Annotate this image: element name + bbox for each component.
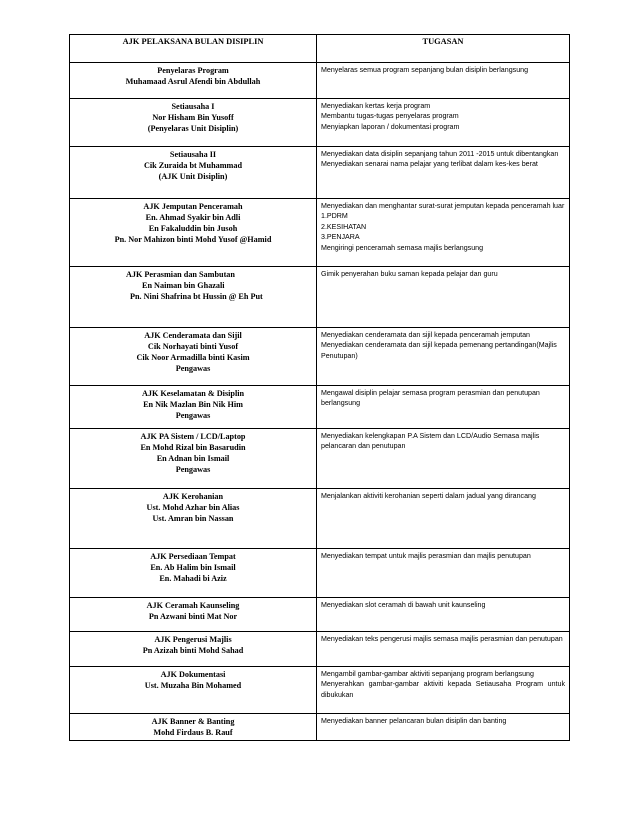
duty-text: Menyediakan dan menghantar surat-surat jemputan kepada penceramah luar — [321, 202, 565, 210]
committee-role: AJK Banner & Banting — [151, 717, 235, 726]
duty-cell — [317, 489, 570, 549]
duty-cell — [317, 667, 570, 714]
committee-member: Pengawas — [175, 465, 211, 474]
committee-role: AJK Dokumentasi — [160, 670, 226, 679]
committee-role: AJK Ceramah Kaunseling — [146, 601, 240, 610]
duty-cell — [317, 99, 570, 147]
duty-text: Menyediakan cenderamata dan sijil kepada pemenang pertandingan(Majlis Penutupan) — [321, 341, 557, 360]
duty-cell — [317, 429, 570, 489]
committee-cell — [70, 267, 317, 328]
committee-member: Pn Azwani binti Mat Nor — [148, 612, 238, 621]
duty-text: Gimik penyerahan buku saman kepada pelajar dan guru — [321, 270, 498, 278]
committee-cell — [70, 489, 317, 549]
committee-member: Pn. Nor Mahizon binti Mohd Yusof @Hamid — [114, 235, 272, 244]
duty-cell — [317, 632, 570, 667]
table-row — [70, 429, 570, 489]
committee-cell — [70, 147, 317, 199]
committee-note: (Penyelaras Unit Disiplin) — [147, 124, 239, 133]
duty-text: Menyerahkan gambar-gambar aktiviti kepada Setiausaha Program untuk dibukukan — [321, 680, 565, 699]
committee-cell — [70, 429, 317, 489]
table-row — [70, 632, 570, 667]
duty-cell — [317, 386, 570, 429]
table-row — [70, 386, 570, 429]
committee-member: Ust. Mohd Azhar bin Alias — [146, 503, 240, 512]
committee-member: En. Mahadi bi Aziz — [159, 574, 227, 583]
committee-role: AJK Cenderamata dan Sijil — [144, 331, 242, 340]
committee-member: Pn Azizah binti Mohd Sahad — [142, 646, 244, 655]
duty-cell — [317, 598, 570, 632]
duty-text: Mengambil gambar-gambar aktiviti sepanjang program berlangsung — [321, 670, 534, 678]
duty-cell — [317, 328, 570, 386]
table-row — [70, 63, 570, 99]
duty-text: Menyediakan banner pelancaran bulan disiplin dan banting — [321, 717, 507, 725]
table-row — [70, 199, 570, 267]
committee-duty-table — [69, 34, 570, 741]
duty-text: Menyediakan tempat untuk majlis perasmian dan majlis penutupan — [321, 552, 531, 560]
duty-text: Menyediakan cenderamata dan sijil kepada penceramah jemputan — [321, 331, 531, 339]
duty-cell — [317, 714, 570, 741]
committee-member: Pengawas — [175, 411, 211, 420]
committee-cell — [70, 632, 317, 667]
committee-cell — [70, 199, 317, 267]
table-row — [70, 328, 570, 386]
committee-note: (AJK Unit Disiplin) — [158, 172, 228, 181]
duty-text: Mengiringi penceramah semasa majlis berlangsung — [321, 243, 484, 252]
table-row — [70, 667, 570, 714]
table-row — [70, 489, 570, 549]
table-row — [70, 549, 570, 598]
committee-member: Ust. Muzaha Bin Mohamed — [144, 681, 242, 690]
duty-text: Menyediakan slot ceramah di bawah unit kaunseling — [321, 601, 486, 609]
header-committee: AJK PELAKSANA BULAN DISIPLIN — [70, 35, 317, 63]
committee-member: En Naiman bin Ghazali — [142, 281, 225, 290]
committee-cell — [70, 63, 317, 99]
committee-cell — [70, 667, 317, 714]
committee-role: AJK Keselamatan & Disiplin — [141, 389, 245, 398]
committee-role: Setiausaha II — [169, 150, 217, 159]
duty-cell — [317, 63, 570, 99]
duty-cell — [317, 267, 570, 328]
committee-cell — [70, 386, 317, 429]
committee-member: En. Ab Halim bin Ismail — [150, 563, 236, 572]
committee-member: En Nik Mazlan Bin Nik Him — [143, 400, 243, 409]
duty-text: Menjalankan aktiviti kerohanian seperti dalam jadual yang dirancang — [321, 492, 536, 500]
committee-cell — [70, 99, 317, 147]
committee-role: AJK PA Sistem / LCD/Laptop — [140, 432, 246, 441]
duty-text: Menyediakan data disiplin sepanjang tahun 2011 -2015 untuk dibentangkan — [321, 150, 559, 158]
committee-member: Mohd Firdaus B. Rauf — [153, 728, 233, 737]
committee-member: Cik Zuraida bt Muhammad — [143, 161, 243, 170]
duty-cell — [317, 549, 570, 598]
committee-member: Cik Noor Armadilla binti Kasim — [136, 353, 250, 362]
duty-text: 3.PENJARA — [321, 233, 360, 242]
duty-cell — [317, 199, 570, 267]
committee-role: AJK Pengerusi Majlis — [154, 635, 232, 644]
committee-role: Penyelaras Program — [157, 66, 229, 75]
committee-role: AJK Kerohanian — [162, 492, 224, 501]
committee-member: En Mohd Rizal bin Basarudin — [140, 443, 246, 452]
committee-role: AJK Persediaan Tempat — [150, 552, 236, 561]
header-duties: TUGASAN — [317, 35, 570, 63]
table-row — [70, 147, 570, 199]
committee-cell — [70, 714, 317, 741]
duty-text: Menyediakan kelengkapan P.A Sistem dan LCD/Audio Semasa majlis pelancaran dan penutupan — [321, 432, 540, 451]
duty-text: Menyelaras semua program sepanjang bulan disiplin berlangsung — [321, 66, 529, 74]
table-row — [70, 267, 570, 328]
committee-member: Cik Norhayati binti Yusof — [147, 342, 239, 351]
table-row — [70, 598, 570, 632]
duty-text: Menyediakan kertas kerja program — [321, 102, 431, 110]
committee-cell — [70, 328, 317, 386]
duty-text: Menyiapkan laporan / dokumentasi program — [321, 122, 460, 131]
duty-text: 1.PDRM — [321, 212, 348, 221]
committee-member: En Adnan bin Ismail — [156, 454, 230, 463]
table-row — [70, 714, 570, 741]
committee-member: Muhamaad Asrul Afendi bin Abdullah — [125, 77, 261, 86]
duty-text: Menyediakan senarai nama pelajar yang terlibat dalam kes-kes berat — [321, 160, 538, 169]
duty-text: 2.KESIHATAN — [321, 222, 367, 231]
duty-text: Membantu tugas-tugas penyelaras program — [321, 112, 459, 121]
committee-member: Pn. Nini Shafrina bt Hussin @ Eh Put — [130, 292, 263, 301]
committee-member: Pengawas — [175, 364, 211, 373]
committee-cell — [70, 598, 317, 632]
committee-cell — [70, 549, 317, 598]
duty-text: Mengawal disiplin pelajar semasa program perasmian dan penutupan berlangsung — [321, 389, 540, 408]
committee-role: AJK Perasmian dan Sambutan — [126, 270, 235, 279]
table-row — [70, 99, 570, 147]
committee-member: Ust. Amran bin Nassan — [152, 514, 234, 523]
committee-member: En. Ahmad Syakir bin Adli — [145, 213, 241, 222]
committee-role: Setiausaha I — [171, 102, 215, 111]
committee-member: En Fakaluddin bin Jusoh — [148, 224, 238, 233]
duty-text: Menyediakan teks pengerusi majlis semasa majlis perasmian dan penutupan — [321, 635, 563, 643]
table-header-row — [70, 35, 570, 63]
committee-member: Nor Hisham Bin Yusoff — [152, 113, 234, 122]
committee-role: AJK Jemputan Penceramah — [143, 202, 243, 211]
duty-cell — [317, 147, 570, 199]
